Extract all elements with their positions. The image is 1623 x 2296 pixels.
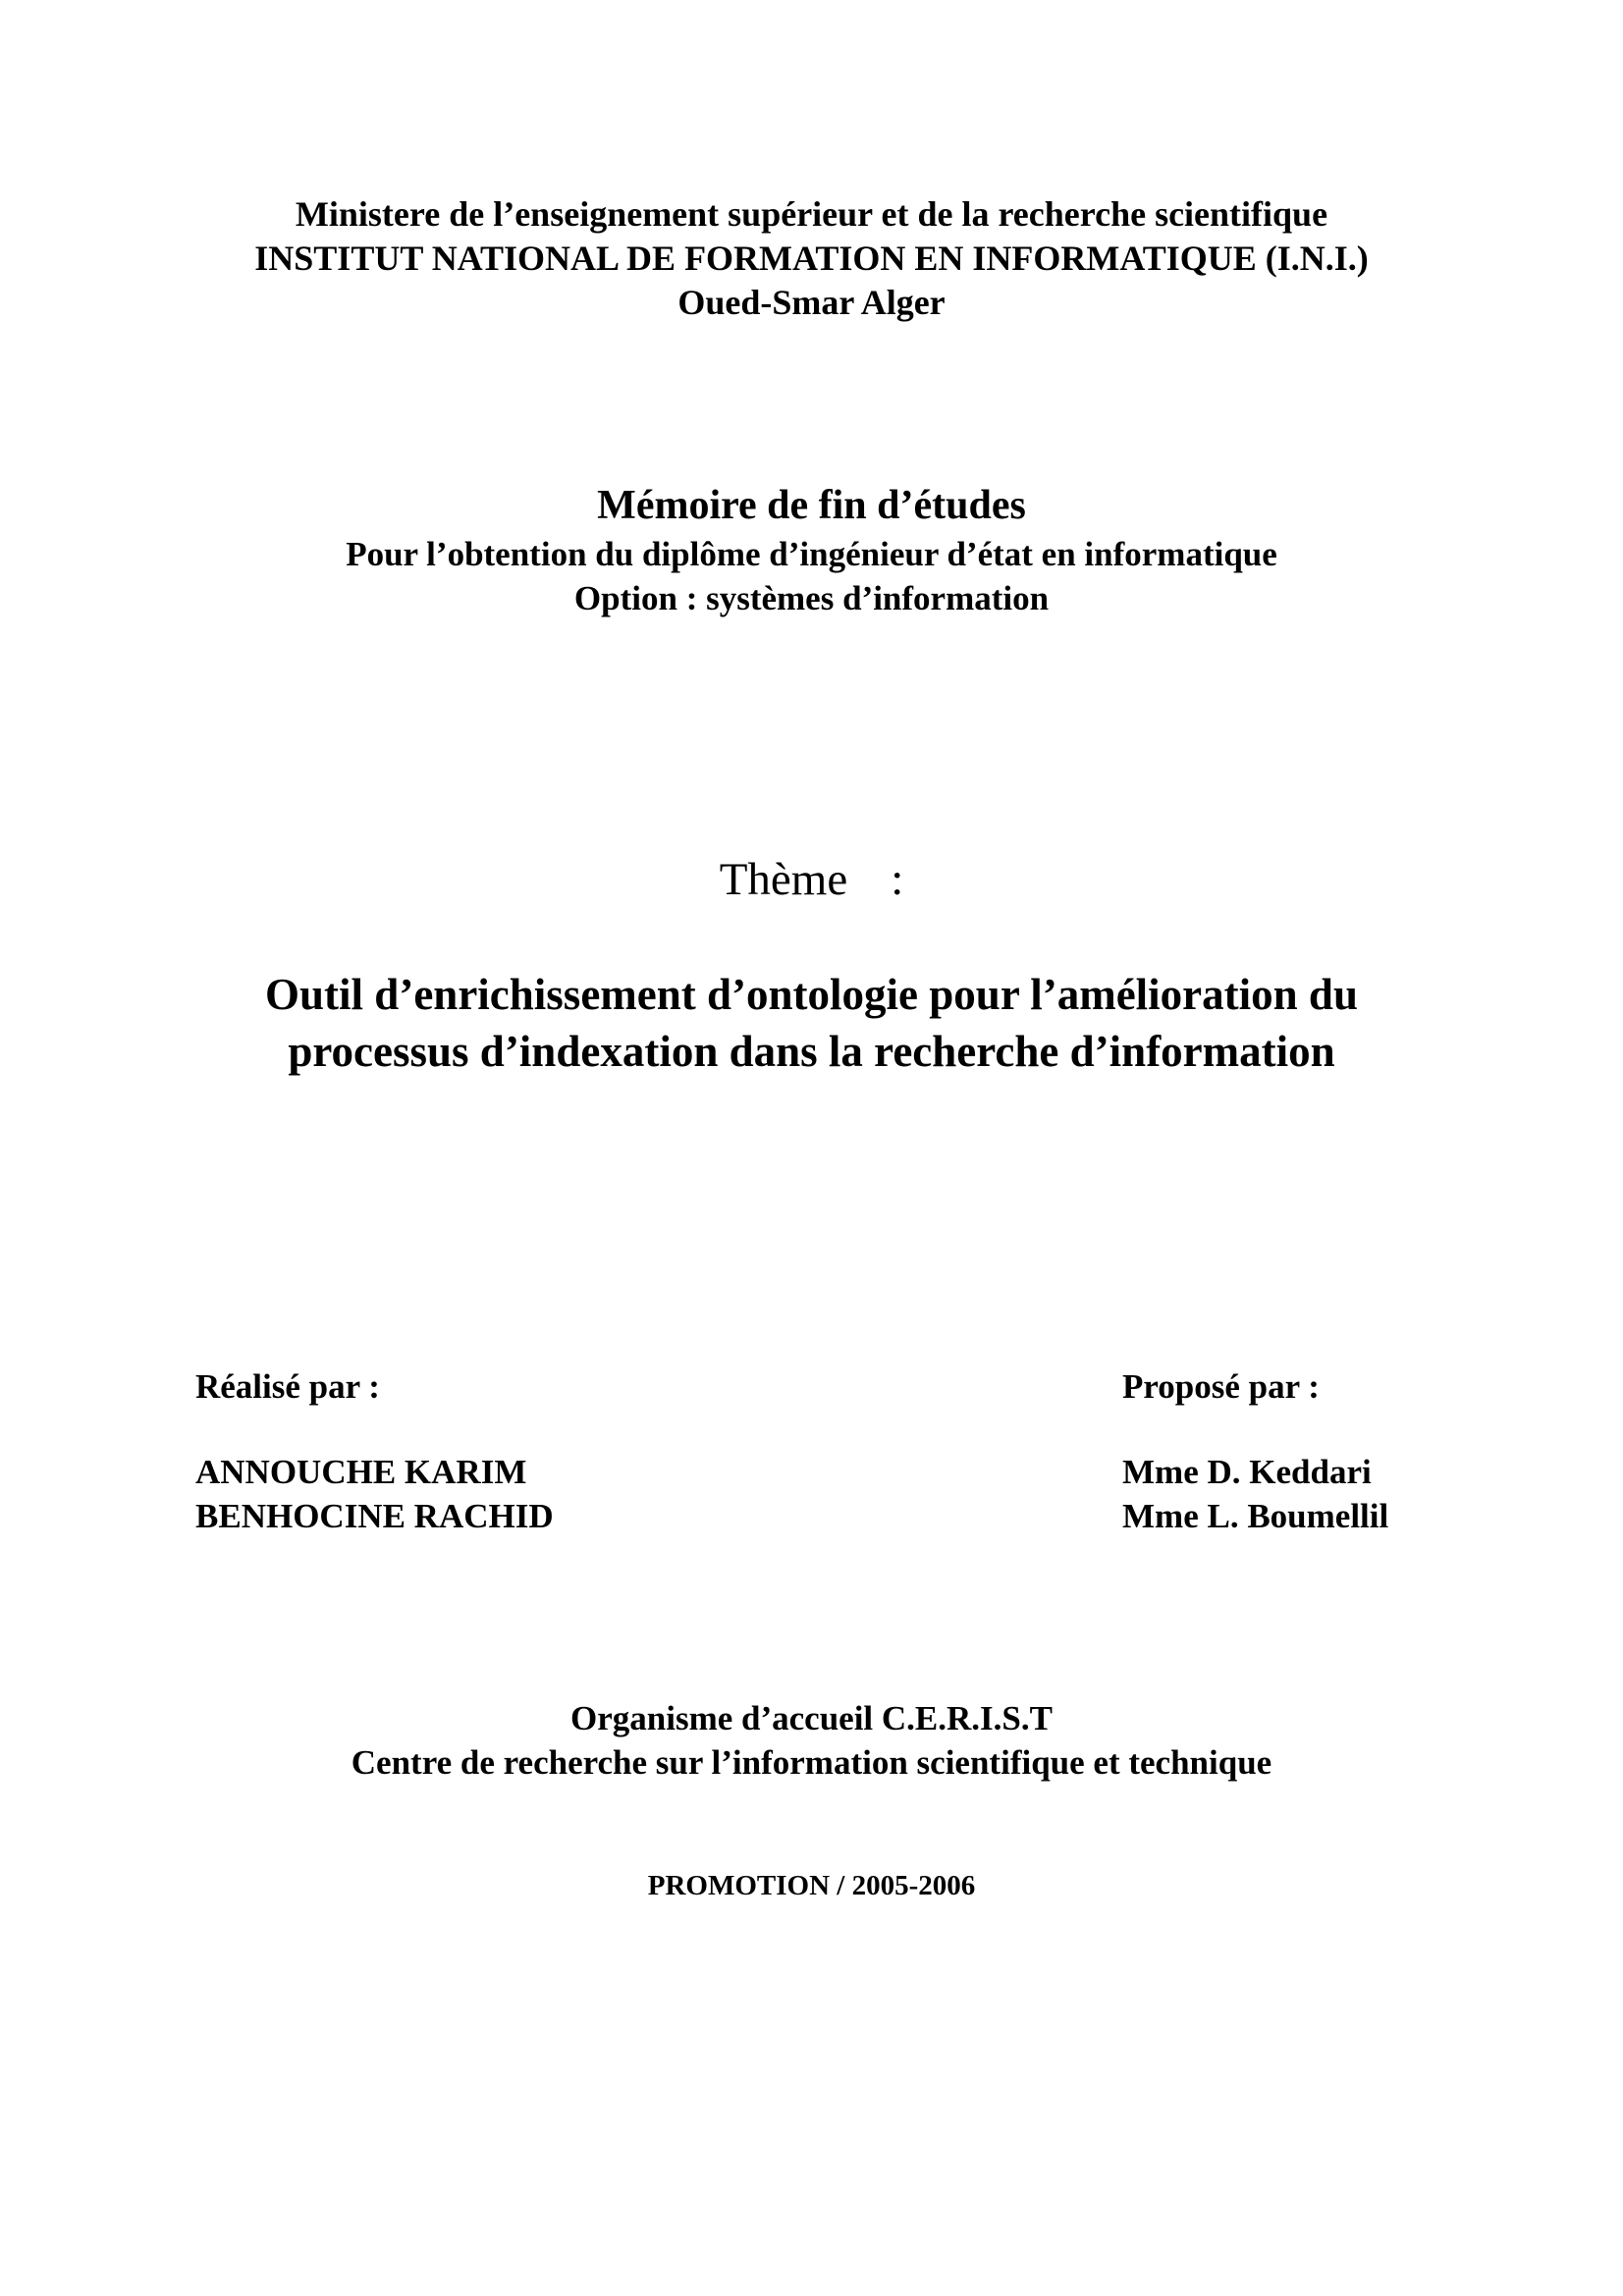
institution-header — [0, 192, 1623, 325]
thesis-title-line-1: Outil d’enrichissement d’ontologie pour l’amélioration du — [265, 970, 1358, 1019]
supervisors-block — [1122, 1364, 1388, 1538]
host-line-2: Centre de recherche sur l’information scientifique et technique — [351, 1743, 1272, 1782]
location-line: Oued-Smar Alger — [677, 283, 946, 322]
author-name: ANNOUCHE KARIM — [195, 1453, 527, 1491]
degree-block — [0, 479, 1623, 620]
host-organization — [0, 1696, 1623, 1785]
authors-heading: Réalisé par : — [195, 1367, 380, 1406]
author-name: BENHOCINE RACHID — [195, 1497, 554, 1535]
thesis-title — [0, 966, 1623, 1080]
supervisor-name: Mme D. Keddari — [1122, 1453, 1372, 1491]
promotion-line: PROMOTION / 2005-2006 — [647, 1870, 976, 1901]
degree-option: Option : systèmes d’information — [573, 579, 1050, 617]
supervisors-heading: Proposé par : — [1122, 1367, 1320, 1406]
thesis-title-line-2: processus d’indexation dans la recherche d’information — [288, 1027, 1335, 1076]
ministry-line: Ministere de l’enseignement supérieur et de la recherche scientifique — [295, 194, 1328, 234]
thesis-type: Mémoire de fin d’études — [597, 483, 1026, 528]
degree-purpose: Pour l’obtention du diplôme d’ingénieur d’état en informatique — [346, 535, 1277, 573]
theme-colon: : — [891, 854, 904, 905]
host-line-1: Organisme d’accueil C.E.R.I.S.T — [570, 1699, 1053, 1737]
institute-line: INSTITUT NATIONAL DE FORMATION EN INFORMATIQUE (I.N.I.) — [254, 239, 1369, 278]
authors-block — [195, 1364, 554, 1538]
theme-label — [0, 852, 1623, 907]
supervisor-name: Mme L. Boumellil — [1122, 1497, 1389, 1535]
theme-word: Thème — [719, 854, 848, 905]
